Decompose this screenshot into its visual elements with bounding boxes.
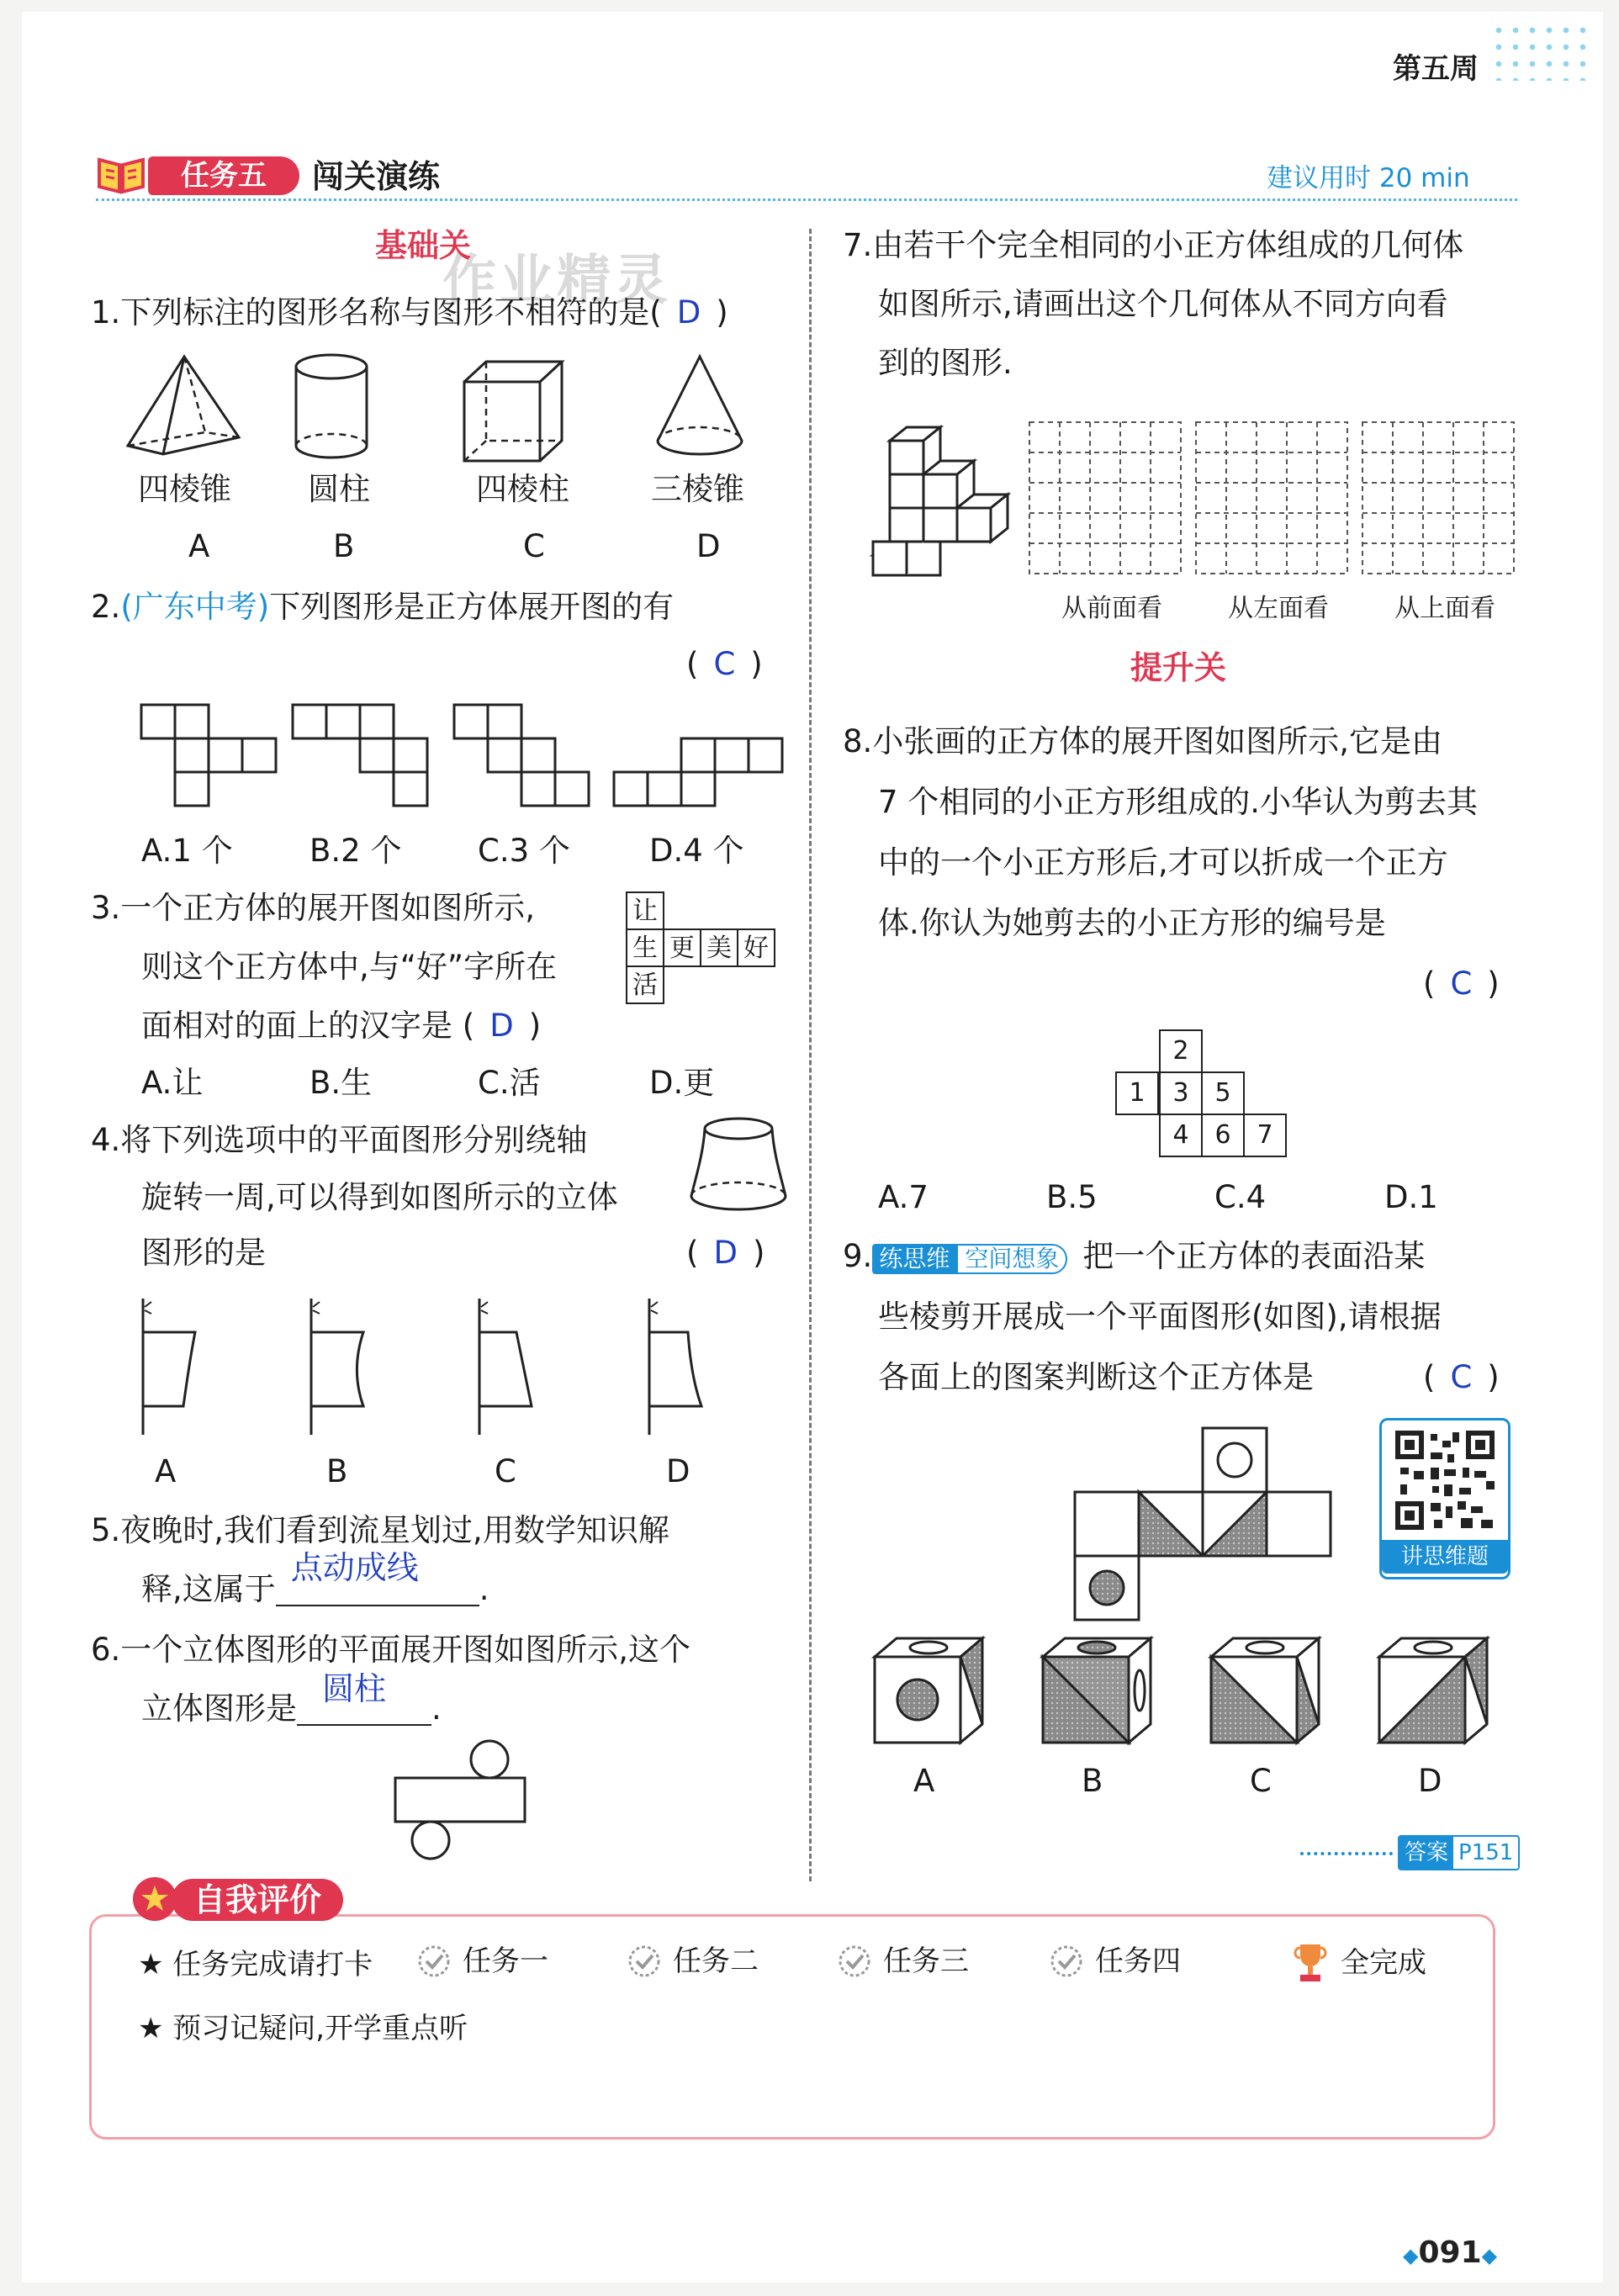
self-eval-row2: ★ 预习记疑问,开学重点听 <box>138 2012 468 2045</box>
q9-answer: C <box>1450 1359 1473 1395</box>
q1-stem: 1.下列标注的图形名称与图形不相符的是( D ) <box>91 294 728 331</box>
q9-option-c: C <box>1250 1763 1272 1799</box>
header-divider <box>96 198 1517 201</box>
q2-net-a <box>140 703 283 812</box>
q6-line2: 立体图形是 圆柱 . <box>141 1670 442 1727</box>
q8-option-c: C.4 <box>1214 1179 1267 1215</box>
q2-stem: 2.(广东中考)下列图形是正方体展开图的有 <box>91 589 675 625</box>
level-basic: 基础关 <box>375 227 472 264</box>
q4-option-b: B <box>326 1453 348 1489</box>
q7-line3: 到的图形. <box>878 345 1013 381</box>
q8-net-cell: 1 <box>1115 1071 1159 1115</box>
q9-line2: 些棱剪开展成一个平面图形(如图),请根据 <box>878 1299 1442 1335</box>
q1-option-b-letter: B <box>333 528 355 564</box>
q9-tag-space: 空间想象 <box>956 1244 1067 1274</box>
book-icon <box>96 153 146 195</box>
q2-net-c <box>452 703 595 812</box>
task-badge: 任务五 <box>148 156 299 195</box>
level-advanced: 提升关 <box>1130 649 1227 686</box>
q4-option-d: D <box>666 1453 690 1489</box>
q2-option-c: C.3 个 <box>478 833 570 869</box>
q3-option-c: C.活 <box>478 1065 541 1101</box>
q2-option-b: B.2 个 <box>310 833 402 869</box>
pyramid-icon <box>121 352 247 461</box>
q5-line2: 释,这属于 点动成线 . <box>141 1549 489 1607</box>
q9-option-b: B <box>1082 1763 1103 1799</box>
q4-answer: D <box>713 1235 738 1271</box>
section-title: 闯关演练 <box>312 158 441 195</box>
qr-label: 讲思维题 <box>1382 1540 1508 1574</box>
q3-option-a: A.让 <box>141 1065 204 1101</box>
q5-answer: 点动成线 <box>290 1549 419 1586</box>
q4-shape-c <box>476 1290 552 1442</box>
q4-shape-a <box>140 1290 215 1442</box>
q4-shape-b <box>308 1290 384 1442</box>
q9-line1: 9. 练思维 空间想象 把一个正方体的表面沿某 <box>843 1238 1426 1274</box>
medal-icon <box>133 1877 177 1921</box>
q6-answer: 圆柱 <box>322 1670 387 1707</box>
checkin-task3[interactable]: 任务三 <box>838 1944 969 1978</box>
q2-answer-bracket: ( C ) <box>686 646 763 682</box>
q3-option-b: B.生 <box>310 1065 373 1101</box>
q1-option-a-letter: A <box>188 528 210 564</box>
q1-option-c-letter: C <box>523 528 545 564</box>
q3-net-cell: 生 <box>626 928 664 967</box>
q4-option-a: A <box>155 1453 177 1489</box>
q2-option-a: A.1 个 <box>141 833 233 869</box>
q8-net-cell: 7 <box>1243 1114 1287 1157</box>
self-eval-title: 自我评价 <box>172 1879 343 1921</box>
page <box>22 12 1603 2283</box>
q9-cube-d <box>1376 1635 1494 1753</box>
check-badge-icon <box>417 1944 451 1978</box>
q3-line1: 3.一个正方体的展开图如图所示, <box>91 890 536 926</box>
q8-net-cell: 2 <box>1159 1029 1203 1073</box>
q9-line3: 各面上的图案判断这个正方体是 <box>878 1359 1314 1395</box>
self-eval-row1: ★ 任务完成请打卡 <box>138 1948 373 1981</box>
q6-net-figure <box>392 1739 535 1865</box>
suggest-time: 建议用时 20 min <box>1267 163 1470 193</box>
q8-answer-bracket: ( C ) <box>1423 965 1500 1002</box>
q8-option-d: D.1 <box>1384 1179 1438 1215</box>
q4-shape-d <box>646 1290 722 1442</box>
qr-code-icon <box>1394 1429 1496 1532</box>
q3-option-d: D.更 <box>649 1065 715 1101</box>
q3-net-cell: 更 <box>663 928 701 967</box>
q4-line2: 旋转一周,可以得到如图所示的立体 <box>141 1179 618 1215</box>
cylinder-icon <box>289 352 373 461</box>
qr-code-card[interactable] <box>1379 1418 1511 1579</box>
q2-net-d <box>612 737 789 812</box>
q7-view-front: 从前面看 <box>1061 594 1162 623</box>
q8-line4: 体.你认为她剪去的小正方形的编号是 <box>878 905 1386 941</box>
frustum-icon <box>686 1114 796 1214</box>
q8-net-cell: 4 <box>1159 1114 1203 1157</box>
q7-line2: 如图所示,请画出这个几何体从不同方向看 <box>878 286 1448 322</box>
q3-line3: 面相对的面上的汉字是 ( D ) <box>141 1008 542 1044</box>
q7-view-grids <box>1028 421 1532 580</box>
q1-option-b-name: 圆柱 <box>308 471 370 507</box>
q8-line3: 中的一个小正方形后,才可以折成一个正方 <box>878 844 1448 881</box>
q9-net-figure <box>1065 1425 1334 1627</box>
q3-net-cell: 美 <box>700 928 738 967</box>
q2-answer: C <box>713 646 736 682</box>
q8-net-cell: 5 <box>1201 1071 1245 1115</box>
q9-option-a: A <box>913 1763 935 1799</box>
q8-net-cell: 3 <box>1159 1071 1203 1115</box>
q2-net-b <box>291 703 434 812</box>
q3-net-cell: 好 <box>737 928 775 967</box>
q2-option-d: D.4 个 <box>649 833 744 869</box>
q1-answer: D <box>676 294 701 331</box>
q8-line1: 8.小张画的正方体的展开图如图所示,它是由 <box>843 723 1443 759</box>
cuboid-icon <box>459 357 569 466</box>
q3-answer: D <box>489 1008 514 1044</box>
q3-net-cell: 让 <box>626 891 664 930</box>
q4-option-c: C <box>495 1453 516 1489</box>
checkin-all-done[interactable]: 全完成 <box>1292 1941 1426 1985</box>
q4-line3: 图形的是 <box>141 1235 266 1271</box>
q9-tag-think: 练思维 <box>872 1244 956 1274</box>
q8-net-cell: 6 <box>1201 1114 1245 1157</box>
page-number: ◆091◆ <box>1403 2235 1498 2270</box>
checkin-task4[interactable]: 任务四 <box>1050 1944 1181 1978</box>
q6-line1: 6.一个立体图形的平面展开图如图所示,这个 <box>91 1632 691 1668</box>
q7-view-top: 从上面看 <box>1394 594 1495 623</box>
q4-line1: 4.将下列选项中的平面图形分别绕轴 <box>91 1122 588 1158</box>
q7-view-left: 从左面看 <box>1228 594 1329 623</box>
checkin-task2[interactable]: 任务二 <box>627 1944 759 1978</box>
q9-cube-b <box>1040 1635 1157 1753</box>
q1-option-c-name: 四棱柱 <box>476 471 569 507</box>
q9-cube-a <box>871 1635 989 1753</box>
q1-option-d-letter: D <box>696 528 721 564</box>
q9-answer-bracket: ( C ) <box>1423 1359 1500 1395</box>
watermark: 作业精灵 <box>442 250 671 312</box>
cone-icon <box>649 352 750 461</box>
q9-cube-c <box>1208 1635 1325 1753</box>
q9-option-d: D <box>1418 1763 1442 1799</box>
column-divider <box>809 229 812 1881</box>
q7-line1: 7.由若干个完全相同的小正方体组成的几何体 <box>843 227 1464 263</box>
q3-net-cell: 活 <box>626 965 664 1004</box>
q8-answer: C <box>1450 965 1473 1002</box>
q8-line2: 7 个相同的小正方形组成的.小华认为剪去其 <box>878 784 1479 820</box>
trophy-icon <box>1292 1941 1329 1985</box>
q1-option-d-name: 三棱锥 <box>651 471 744 507</box>
q4-answer-bracket: ( D ) <box>686 1235 765 1271</box>
checkin-task1[interactable]: 任务一 <box>417 1944 548 1978</box>
q7-solid-figure <box>873 424 1033 584</box>
q5-line1: 5.夜晚时,我们看到流星划过,用数学知识解 <box>91 1512 669 1548</box>
check-badge-icon <box>838 1944 871 1978</box>
decorative-dots <box>1490 22 1591 81</box>
q1-option-a-name: 四棱锥 <box>138 471 231 507</box>
week-label: 第五周 <box>1393 52 1479 86</box>
answer-ref-badge[interactable]: 答案 P151 <box>1398 1835 1520 1870</box>
answer-ref-dots <box>1300 1852 1393 1855</box>
q8-option-b: B.5 <box>1046 1179 1098 1215</box>
q8-option-a: A.7 <box>878 1179 929 1215</box>
q3-line2: 则这个正方体中,与“好”字所在 <box>141 949 558 985</box>
check-badge-icon <box>627 1944 661 1978</box>
check-badge-icon <box>1050 1944 1083 1978</box>
